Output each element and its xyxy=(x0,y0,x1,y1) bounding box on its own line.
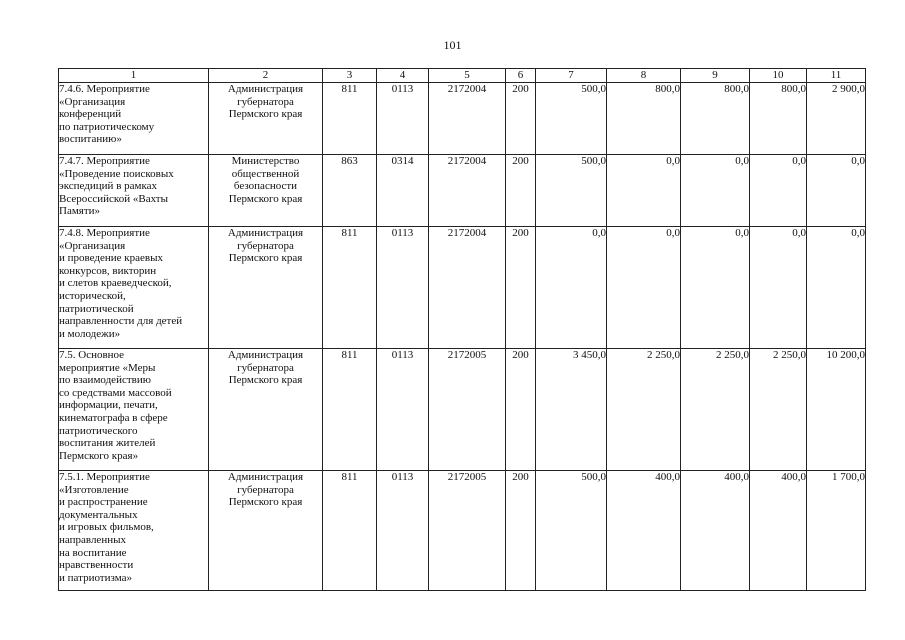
code-cell: 0113 xyxy=(377,471,429,591)
total-amount-cell: 1 700,0 xyxy=(807,471,866,591)
code-cell: 200 xyxy=(506,349,536,471)
col-header: 8 xyxy=(607,69,681,83)
amount-cell: 0,0 xyxy=(607,155,681,227)
code-cell: 2172004 xyxy=(429,227,506,349)
agency-name: Министерство общественной безопасности Пермского края xyxy=(228,155,303,205)
header-row xyxy=(59,69,866,83)
col-header: 1 xyxy=(59,69,209,83)
code-cell: 863 xyxy=(323,155,377,227)
amount-cell: 500,0 xyxy=(536,155,607,227)
code-cell: 811 xyxy=(323,349,377,471)
activity-name: 7.5.1. Мероприятие «Изготовление и распространение документальных и игровых фильмов, направленных на воспитание нравственности и патриотизма» xyxy=(59,471,154,584)
agency-name: Администрация губернатора Пермского края xyxy=(227,471,304,509)
code-cell: 2172005 xyxy=(429,471,506,591)
amount-cell: 0,0 xyxy=(750,155,807,227)
total-amount-cell: 0,0 xyxy=(807,155,866,227)
amount-cell: 0,0 xyxy=(536,227,607,349)
col-header: 5 xyxy=(429,69,506,83)
amount-cell: 0,0 xyxy=(750,227,807,349)
code-cell: 200 xyxy=(506,155,536,227)
amount-cell: 3 450,0 xyxy=(536,349,607,471)
code-cell: 811 xyxy=(323,83,377,155)
amount-cell: 2 250,0 xyxy=(681,349,750,471)
amount-cell: 400,0 xyxy=(750,471,807,591)
amount-cell: 500,0 xyxy=(536,83,607,155)
amount-cell: 0,0 xyxy=(607,227,681,349)
activity-name: 7.5. Основное мероприятие «Меры по взаимодействию со средствами массовой информации, печати, кинематографа в сфере патриотического воспитания жителей Пермского края» xyxy=(59,349,172,462)
agency-cell xyxy=(209,155,323,227)
amount-cell: 400,0 xyxy=(607,471,681,591)
col-header: 7 xyxy=(536,69,607,83)
agency-cell xyxy=(209,227,323,349)
agency-name: Администрация губернатора Пермского края xyxy=(227,83,304,121)
col-header: 11 xyxy=(807,69,866,83)
amount-cell: 0,0 xyxy=(681,227,750,349)
amount-cell: 400,0 xyxy=(681,471,750,591)
activity-name-cell xyxy=(59,155,209,227)
budget-table xyxy=(58,68,866,591)
code-cell: 0113 xyxy=(377,227,429,349)
agency-name: Администрация губернатора Пермского края xyxy=(227,349,304,387)
col-header: 4 xyxy=(377,69,429,83)
amount-cell: 800,0 xyxy=(681,83,750,155)
total-amount-cell: 10 200,0 xyxy=(807,349,866,471)
table-row xyxy=(59,155,866,227)
total-amount-cell: 2 900,0 xyxy=(807,83,866,155)
amount-cell: 800,0 xyxy=(750,83,807,155)
activity-name-cell xyxy=(59,83,209,155)
page-number: 101 xyxy=(443,38,462,52)
agency-cell xyxy=(209,471,323,591)
code-cell: 200 xyxy=(506,471,536,591)
col-header: 6 xyxy=(506,69,536,83)
code-cell: 2172004 xyxy=(429,83,506,155)
activity-name: 7.4.7. Мероприятие «Проведение поисковых экспедиций в рамках Всероссийской «Вахты Памяти» xyxy=(59,155,174,218)
table-row xyxy=(59,83,866,155)
code-cell: 811 xyxy=(323,227,377,349)
code-cell: 2172004 xyxy=(429,155,506,227)
code-cell: 0314 xyxy=(377,155,429,227)
amount-cell: 0,0 xyxy=(681,155,750,227)
code-cell: 2172005 xyxy=(429,349,506,471)
amount-cell: 2 250,0 xyxy=(607,349,681,471)
activity-name-cell xyxy=(59,471,209,591)
activity-name: 7.4.8. Мероприятие «Организация и проведение краевых конкурсов, викторин и слетов краеведческой, исторической, патриотической направленности для детей и молодежи» xyxy=(59,227,183,340)
code-cell: 811 xyxy=(323,471,377,591)
amount-cell: 2 250,0 xyxy=(750,349,807,471)
code-cell: 0113 xyxy=(377,349,429,471)
col-header: 2 xyxy=(209,69,323,83)
table-row xyxy=(59,471,866,591)
total-amount-cell: 0,0 xyxy=(807,227,866,349)
amount-cell: 800,0 xyxy=(607,83,681,155)
table-row xyxy=(59,227,866,349)
col-header: 9 xyxy=(681,69,750,83)
agency-cell xyxy=(209,349,323,471)
activity-name-cell xyxy=(59,349,209,471)
table-row xyxy=(59,349,866,471)
agency-name: Администрация губернатора Пермского края xyxy=(227,227,304,265)
amount-cell: 500,0 xyxy=(536,471,607,591)
code-cell: 200 xyxy=(506,227,536,349)
agency-cell xyxy=(209,83,323,155)
code-cell: 200 xyxy=(506,83,536,155)
col-header: 10 xyxy=(750,69,807,83)
col-header: 3 xyxy=(323,69,377,83)
activity-name: 7.4.6. Мероприятие «Организация конференций по патриотическому воспитанию» xyxy=(59,83,155,146)
code-cell: 0113 xyxy=(377,83,429,155)
activity-name-cell xyxy=(59,227,209,349)
